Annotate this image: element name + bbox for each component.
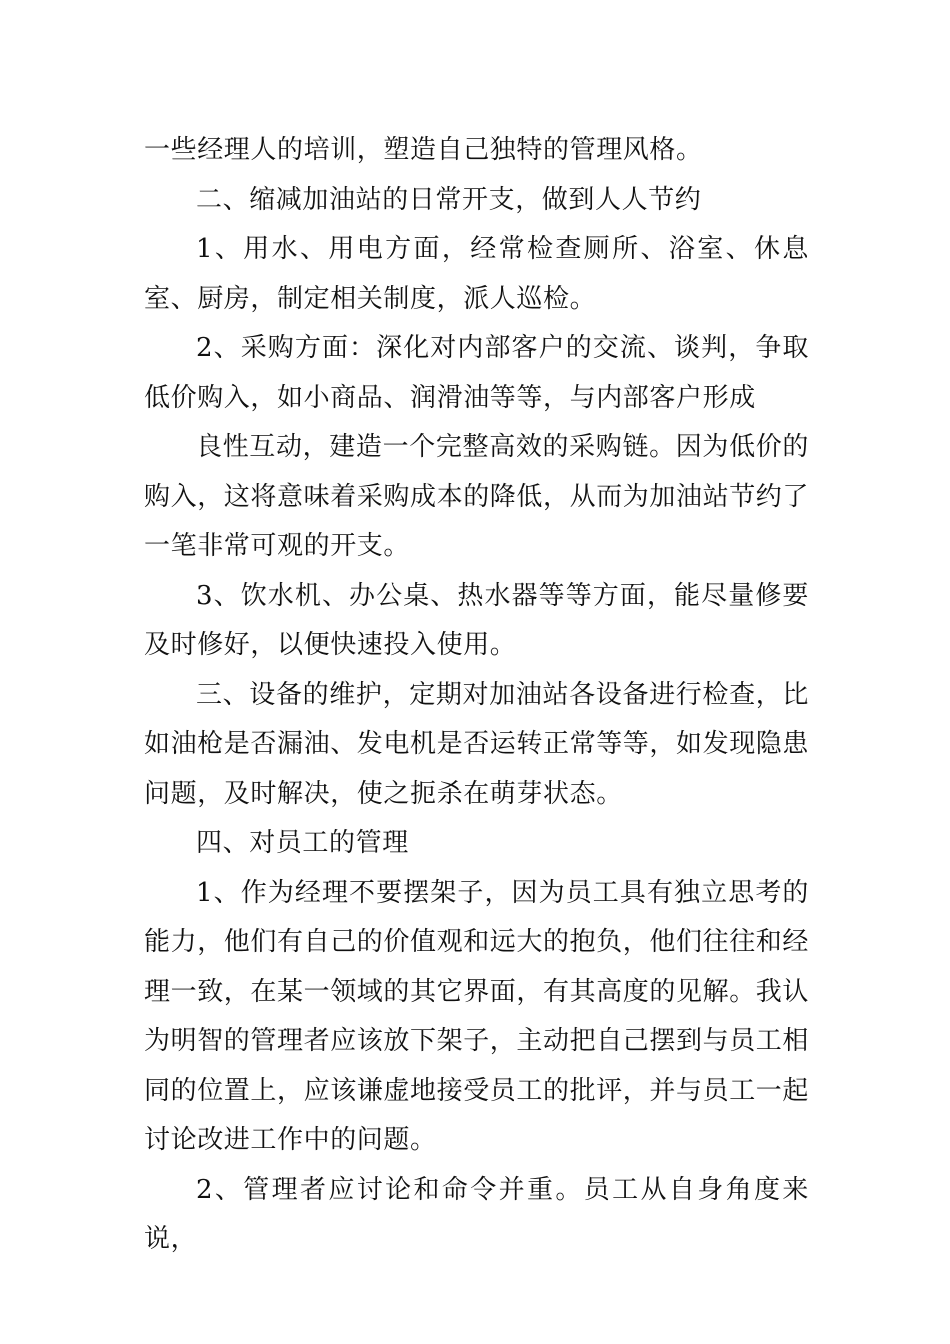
paragraph-procurement: 2、采购方面：深化对内部客户的交流、谈判，争取低价购入，如小商品、润滑油等等，与内部客户形成	[144, 333, 809, 413]
paragraph-discussion-and-command: 2、管理者应讨论和命令并重。员工从自身角度来说，	[144, 1174, 809, 1254]
paragraph-procurement-chain: 良性互动，建造一个完整高效的采购链。因为低价的购入，这将意味着采购成本的降低，从而为加油站节约了一笔非常可观的开支。	[144, 432, 810, 561]
paragraph-training-continuation: 一些经理人的培训，塑造自己独特的管理风格。	[144, 135, 703, 165]
heading-staff-management: 四、对员工的管理	[196, 828, 409, 858]
paragraph-equipment-repair: 3、饮水机、办公桌、热水器等等方面，能尽量修要及时修好，以便快速投入使用。	[144, 580, 809, 660]
document-body	[144, 126, 809, 1265]
heading-equipment-maintenance: 三、设备的维护，定期对加油站各设备进行检查，比如油枪是否漏油、发电机是否运转正常等等，如发现隐患问题，及时解决，使之扼杀在萌芽状态。	[144, 679, 810, 809]
heading-reduce-expenses: 二、缩减加油站的日常开支，做到人人节约	[196, 184, 702, 215]
paragraph-water-electricity: 1、用水、用电方面，经常检查厕所、浴室、休息室、厨房，制定相关制度，派人巡检。	[144, 234, 809, 314]
paragraph-manager-attitude: 1、作为经理不要摆架子，因为员工具有独立思考的能力，他们有自己的价值观和远大的抱负，他们往往和经理一致，在某一领域的其它界面，有其高度的见解。我认为明智的管理者应该放下架子，主动把自己摆到与员工相同的位置上，应该谦虚地接受员工的批评，并与员工一起讨论改进工作中的问题。	[144, 877, 810, 1155]
